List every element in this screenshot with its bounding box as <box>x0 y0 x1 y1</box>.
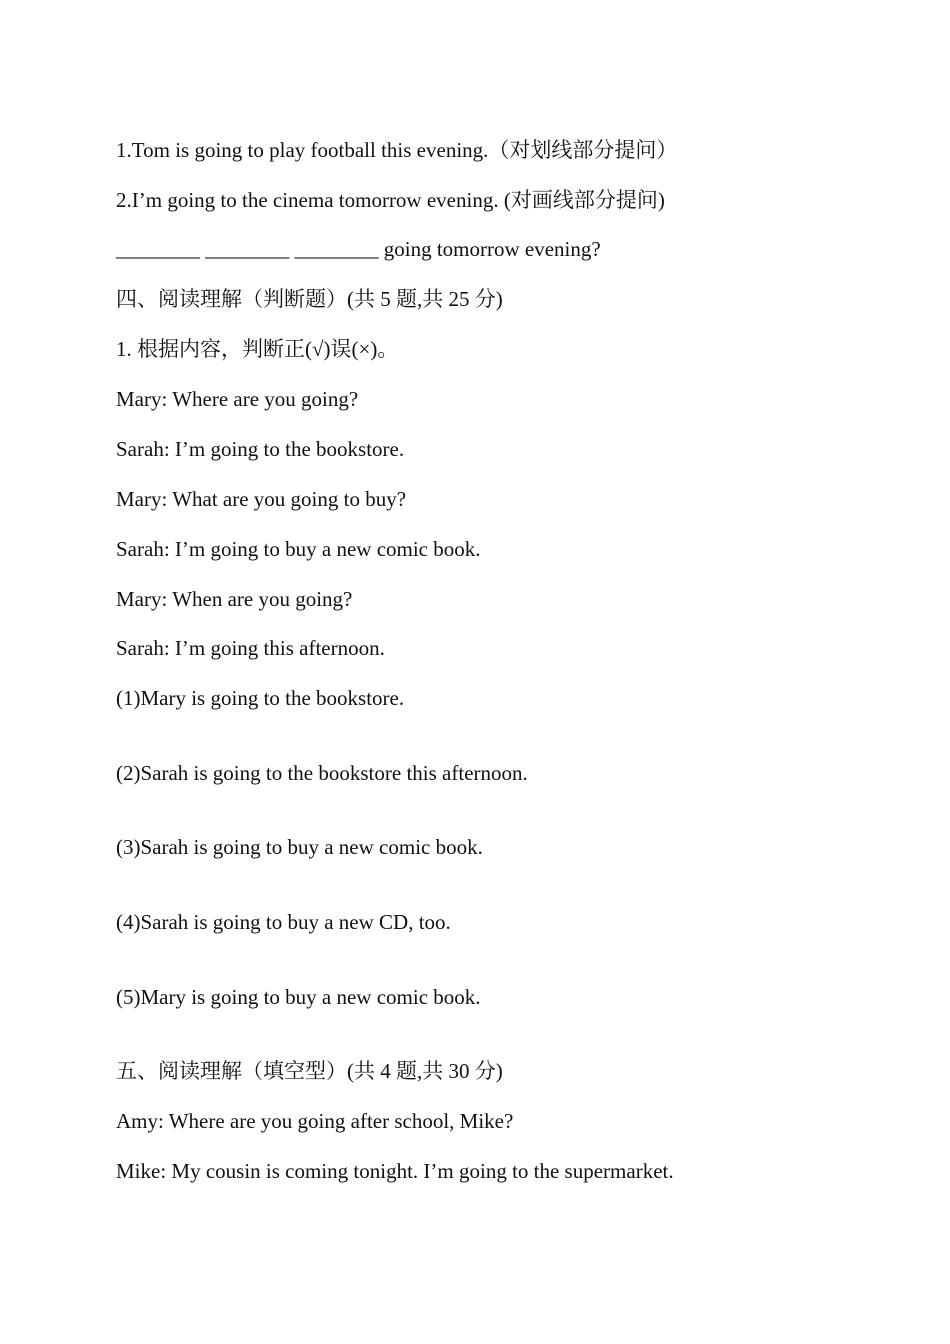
judgment-item-5: (5)Mary is going to buy a new comic book. <box>116 985 481 1009</box>
dialogue-line: Mary: Where are you going? <box>116 387 359 411</box>
dialogue-line: Sarah: I’m going to the bookstore. <box>116 437 405 461</box>
instruction-true-false: 1. 根据内容，判断正(√)误(×)。 <box>116 337 399 361</box>
question-rewrite-1: 1.Tom is going to play football this evening.（对划线部分提问） <box>116 138 678 162</box>
dialogue-line: Mary: What are you going to buy? <box>116 487 407 511</box>
dialogue-line: Sarah: I’m going this afternoon. <box>116 636 385 660</box>
dialogue-line: Mike: My cousin is coming tonight. I’m going to the supermarket. <box>116 1159 674 1183</box>
judgment-item-4: (4)Sarah is going to buy a new CD, too. <box>116 910 451 934</box>
question-rewrite-2: 2.I’m going to the cinema tomorrow evening. (对画线部分提问) <box>116 188 665 212</box>
judgment-item-1: (1)Mary is going to the bookstore. <box>116 686 405 710</box>
section-heading-5: 五、阅读理解（填空型）(共 4 题,共 30 分) <box>116 1059 503 1083</box>
section-heading-4: 四、阅读理解（判断题）(共 5 题,共 25 分) <box>116 287 503 311</box>
dialogue-line: Mary: When are you going? <box>116 587 353 611</box>
dialogue-line: Sarah: I’m going to buy a new comic book. <box>116 537 481 561</box>
answer-blank-line: ________ ________ ________ going tomorrow evening? <box>116 237 601 261</box>
dialogue-line: Amy: Where are you going after school, Mike? <box>116 1109 514 1133</box>
judgment-item-3: (3)Sarah is going to buy a new comic book. <box>116 835 483 859</box>
judgment-item-2: (2)Sarah is going to the bookstore this afternoon. <box>116 761 528 785</box>
